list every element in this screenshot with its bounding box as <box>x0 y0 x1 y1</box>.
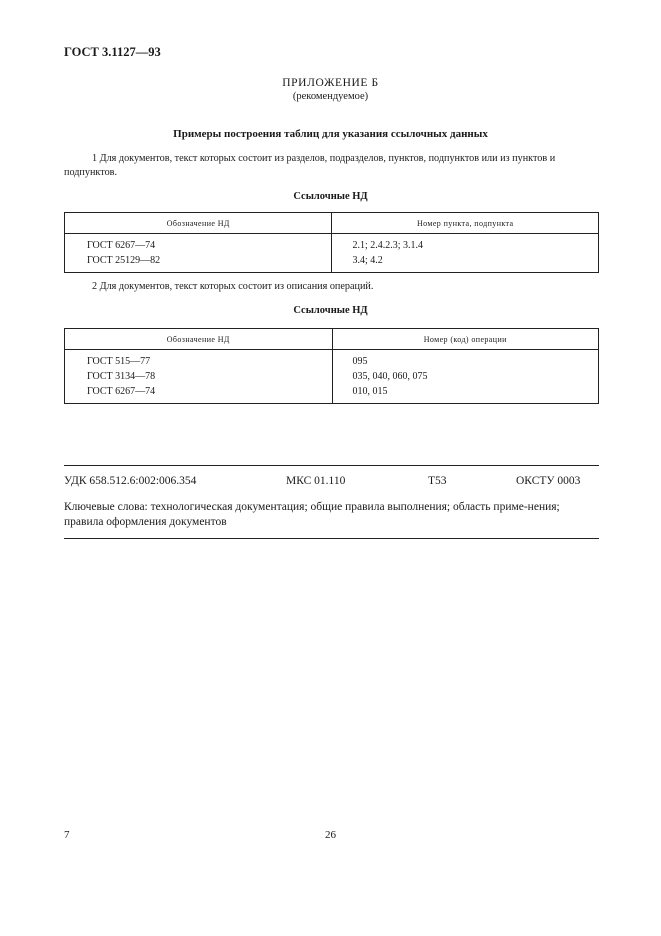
column-header: Номер пункта, подпункта <box>332 213 599 234</box>
clause-number: 3.4; 4.2 <box>352 255 383 266</box>
paragraph-item-2: 2 Для документов, текст которых состоит из описания операций. <box>92 281 374 292</box>
table-header-row <box>65 213 599 234</box>
page-left-mark: 7 <box>64 829 70 841</box>
table-2-caption: Ссылочные НД <box>293 305 368 316</box>
page-number: 26 <box>325 829 336 841</box>
footer-top-rule <box>64 465 599 466</box>
annex-title: ПРИЛОЖЕНИЕ Б <box>282 77 379 89</box>
clause-number: 2.1; 2.4.2.3; 3.1.4 <box>352 240 424 251</box>
document-code: ГОСТ 3.1127—93 <box>64 45 161 59</box>
table-1-caption: Ссылочные НД <box>293 191 368 202</box>
table-row <box>65 234 599 273</box>
doc-designation: ГОСТ 6267—74 <box>87 240 156 251</box>
paragraph-item-1: 1 Для документов, текст которых состоит из разделов, подразделов, пунктов, подпунктов или из пунктов и подпунктов. <box>64 153 556 178</box>
table-cell <box>65 234 332 273</box>
section-title: Примеры построения таблиц для указания ссылочных данных <box>173 128 488 140</box>
operation-code: 010, 015 <box>352 386 388 397</box>
footer-bottom-rule <box>64 538 599 539</box>
table-header-row <box>65 329 599 350</box>
doc-designation: ГОСТ 3134—78 <box>87 371 156 382</box>
doc-designation: ГОСТ 6267—74 <box>87 386 156 397</box>
table-cell <box>332 350 599 404</box>
operation-code: 095 <box>352 356 368 367</box>
keywords: Ключевые слова: технологическая документация; общие правила выполнения; область приме-нения; правила оформления документов <box>64 501 560 528</box>
doc-designation: ГОСТ 515—77 <box>87 356 151 367</box>
okstu-code: ОКСТУ 0003 <box>516 475 581 487</box>
doc-designation: ГОСТ 25129—82 <box>87 255 161 266</box>
table-cell <box>332 234 599 273</box>
operation-code: 035, 040, 060, 075 <box>352 371 428 382</box>
table-row <box>65 350 599 404</box>
table-cell <box>65 350 333 404</box>
mks-code: МКС 01.110 <box>286 475 346 487</box>
udk-code: УДК 658.512.6:002:006.354 <box>64 475 197 487</box>
column-header: Обозначение НД <box>65 213 332 234</box>
reference-table-2 <box>64 328 599 404</box>
column-header: Номер (код) операции <box>332 329 599 350</box>
annex-subtitle: (рекомендуемое) <box>292 91 369 102</box>
t-code: Т53 <box>428 475 447 487</box>
column-header: Обозначение НД <box>65 329 333 350</box>
reference-table-1 <box>64 212 599 273</box>
